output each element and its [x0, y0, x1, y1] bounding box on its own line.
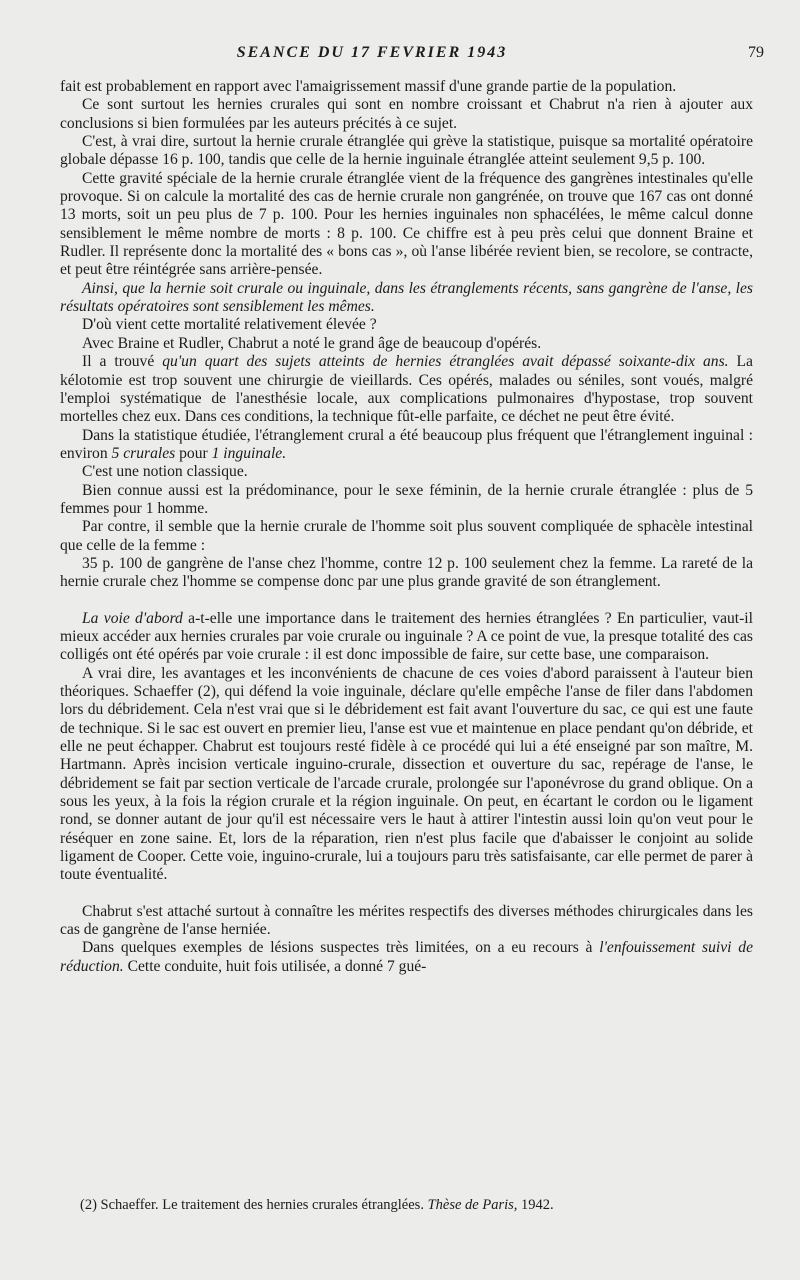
text-run: Dans la statistique étudiée, l'étranglement crural a été beaucoup plus fréquent que l'étranglement inguinal : environ [60, 426, 753, 462]
paragraph: Ce sont surtout les hernies crurales qui sont en nombre croissant et Chabrut n'a rien à ajouter aux conclusions si bien formulées par les auteurs précités à ce sujet. [60, 96, 753, 132]
paragraph [60, 427, 753, 464]
paragraph [60, 353, 753, 426]
footnote-italic: Thèse de Paris, [427, 1197, 518, 1213]
paragraph: 35 p. 100 de gangrène de l'anse chez l'homme, contre 12 p. 100 seulement chez la femme. La rareté de la hernie crurale chez l'homme se compense donc par une plus grande gravité de son étranglement. [60, 554, 753, 591]
paragraph [60, 610, 753, 665]
paragraph: Bien connue aussi est la prédominance, pour le sexe féminin, de la hernie crurale étranglée : plus de 5 femmes pour 1 homme. [60, 481, 753, 517]
italic-text: 1 inguinale. [211, 444, 287, 462]
paragraph: Cette gravité spéciale de la hernie crurale étranglée vient de la fréquence des gangrènes intestinales qu'elle provoque. Si on calcule la mortalité des cas de hernie crurale non gangrénée, on trouve que 167 cas ont donné 13 morts, soit un peu plus de 7 p. 100. Pour les hernies inguinales non sphacélées, le même calcul donne sensiblement le même nombre de morts : 8 p. 100. Ce chiffre est à peu près celui que donnent Braine et Rudler. Il représente donc la mortalité des « bons cas », où l'anse libérée revient bien, se recolore, se contracte, et peut être réintégrée sans arrière-pensée. [60, 169, 753, 279]
paragraph [60, 939, 753, 976]
running-head [60, 44, 764, 68]
page-number: 79 [748, 44, 764, 61]
italic-text: 5 crurales [111, 444, 176, 462]
paragraph: C'est, à vrai dire, surtout la hernie crurale étranglée qui grève la statistique, puisque sa mortalité opératoire globale dépasse 16 p. 100, tandis que celle de la hernie inguinale étranglée atteint seulement 9,5 p. 100. [60, 133, 753, 169]
paragraph: Par contre, il semble que la hernie crurale de l'homme soit plus souvent compliquée de sphacèle intestinal que celle de la femme : [60, 518, 753, 554]
section-gap [60, 885, 753, 903]
paragraph: Avec Braine et Rudler, Chabrut a noté le grand âge de beaucoup d'opérés. [82, 334, 542, 352]
text-run: a-t-elle une importance dans le traitement des hernies étranglées ? En particulier, vaut-il mieux accéder aux hernies crurales par voie crurale ou inguinale ? A ce point de vue, la presque totalité des cas colligés ont été opérés par voie crurale : il est donc impossible de faire, sur cette base, une comparaison. [60, 609, 753, 664]
text-run: pour [175, 444, 212, 462]
footnote-tail: 1942. [517, 1197, 554, 1213]
paragraph: Chabrut s'est attaché surtout à connaître les mérites respectifs des diverses méthodes chirurgicales dans les cas de gangrène de l'anse herniée. [60, 902, 753, 939]
paragraph: fait est probablement en rapport avec l'amaigrissement massif d'une grande partie de la population. [60, 78, 677, 95]
italic-text: l'enfouissement suivi de réduction. [60, 939, 753, 975]
paragraph: C'est une notion classique. [82, 463, 248, 481]
section-gap [60, 592, 753, 610]
body-text [60, 78, 753, 976]
text-run: Dans quelques exemples de lésions suspectes très limitées, on a eu recours à [82, 939, 600, 957]
italic-text: qu'un quart des sujets atteints de hernies étranglées avait dépassé soixante-dix ans. [162, 353, 729, 371]
paragraph: A vrai dire, les avantages et les inconvénients de chacune de ces voies d'abord paraissent à l'auteur bien théoriques. Schaeffer (2), qui défend la voie inguinale, déclare qu'elle empêche l'anse de filer dans l'abdomen lors du débridement. Cela n'est vrai que si le débridement est fait avant l'ouverture du sac, ce qui est une faute de technique. Si le sac est ouvert en premier lieu, l'anse est vue et maintenue en place pendant qu'on débride, et elle ne peut échapper. Chabrut est toujours resté fidèle à ce procédé qui lui a été enseigné par son maître, M. Hartmann. Après incision verticale inguino-crurale, dissection et ouverture du sac, repérage de l'anse, le débridement se fait par section verticale de l'arcade crurale, prolongée sur l'aponévrose du grand oblique. On a sous les yeux, à la fois la région crurale et la région inguinale. On peut, en écartant le cordon ou le ligament rond, se donner autant de jour qu'il est nécessaire vers le haut à attirer l'intestin aussi loin qu'on veut pour le réséquer en zone saine. Et, lors de la réparation, rien n'est plus facile que d'abaisser le conjoint au solide ligament de Cooper. Cette voie, inguino-crurale, lui a toujours paru très satisfaisante, car elle permet de parer à toute éventualité. [60, 664, 753, 884]
italic-text: Ainsi, que la hernie soit crurale ou inguinale, dans les étranglements récents, sans gangrène de l'anse, les résultats opératoires sont sensiblement les mêmes. [60, 279, 753, 316]
footnote-text: (2) Schaeffer. Le traitement des hernies crurales étranglées. [80, 1197, 428, 1213]
footnote [80, 1196, 740, 1214]
running-title: SEANCE DU 17 FEVRIER 1943 [236, 44, 508, 61]
text-run: Cette conduite, huit fois utilisée, a donné 7 gué- [123, 957, 427, 975]
paragraph-italic [60, 280, 753, 317]
paragraph: D'où vient cette mortalité relativement élevée ? [82, 316, 377, 334]
text-run: La kélotomie est trop souvent une chirurgie de vieillards. Ces opérés, malades ou séniles, sont voués, malgré l'emploi systématique de l'anesthésie locale, aux complications pulmonaires d'hypostase, trop souvent mortelles chez eux. Dans ces conditions, la technique fût-elle parfaite, ce déchet ne peut être évité. [60, 353, 753, 426]
text-run: Il a trouvé [82, 353, 163, 371]
italic-text: La voie d'abord [82, 609, 183, 627]
